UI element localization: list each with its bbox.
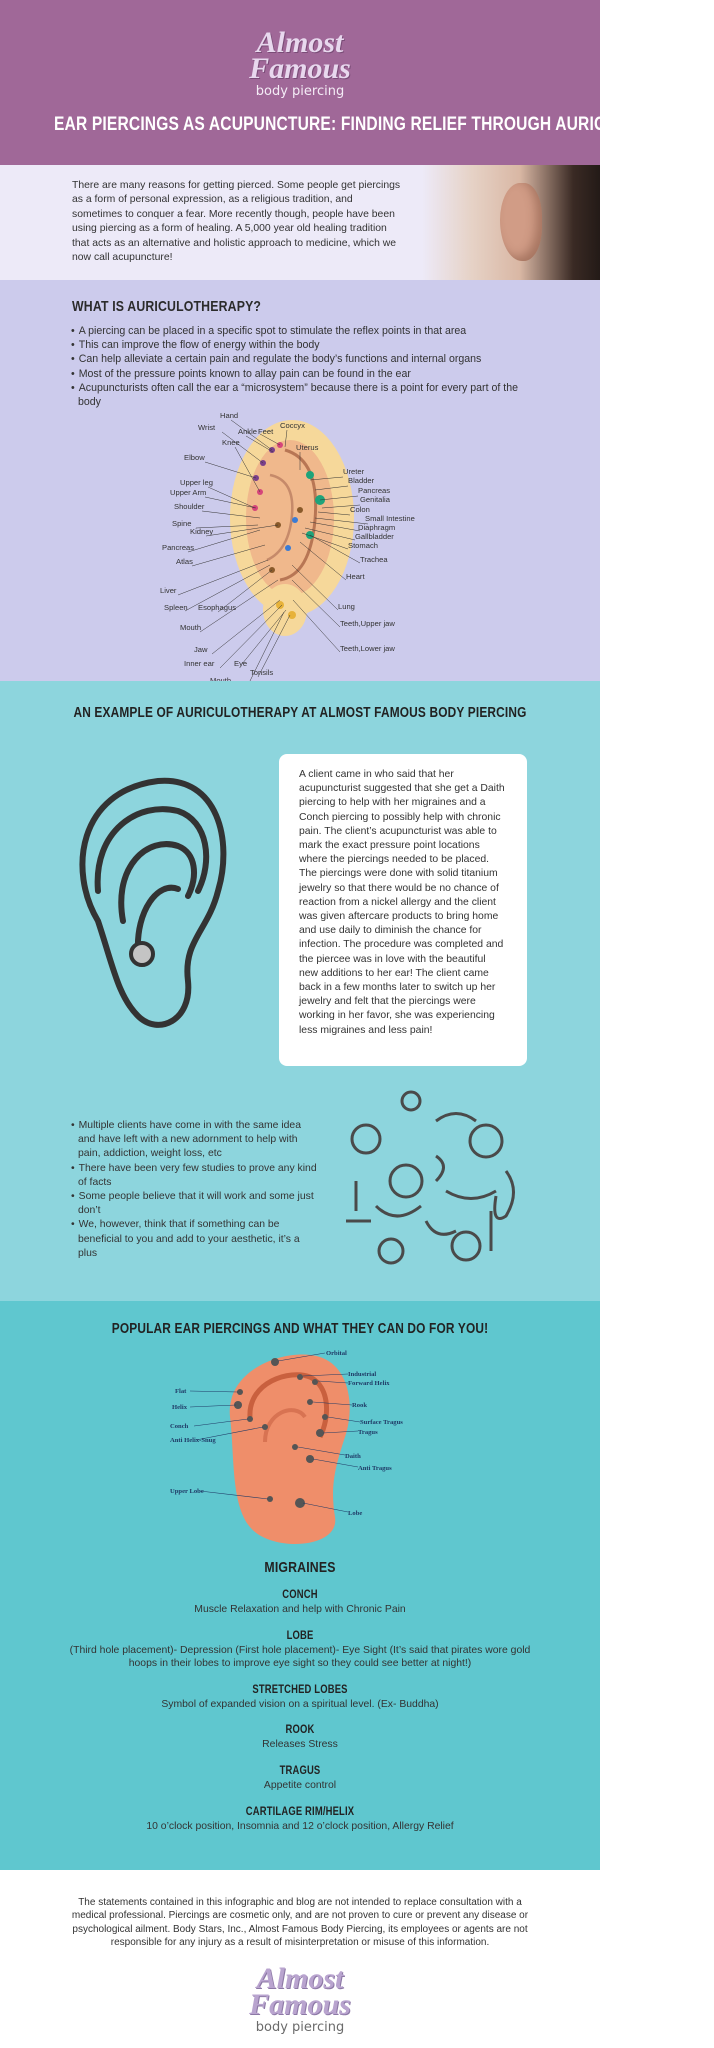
map-label: Atlas [176,557,193,566]
piercing-label: Conch [170,1423,189,1430]
piercing-label: Rook [352,1402,368,1409]
piercing-label: Forward Helix [348,1380,390,1387]
map-label: Stomach [348,541,378,550]
entry-desc: Symbol of expanded vision on a spiritual level. (Ex- Buddha) [161,1698,439,1710]
piercing-label: Flat [175,1388,187,1395]
entry-name: STRETCHED LOBES [252,1683,348,1696]
logo-line2: Famous [249,1988,351,2021]
entry-name: CARTILAGE RIM/HELIX [245,1805,355,1818]
migraines-title: MIGRAINES [264,1559,336,1576]
popular-piercings-section [0,1301,600,1870]
map-label: Small Intestine [365,514,415,523]
piercing-label: Orbital [326,1350,347,1357]
map-label: Spine [172,519,192,528]
list-item: • Some people believe that it will work and some just don’t [70,1190,320,1218]
piercing-label: Surface Tragus [360,1419,403,1426]
map-label: Gallbladder [355,532,394,541]
piercing-label: Helix [172,1404,188,1411]
footer-logo[interactable] [0,1962,600,2035]
page-title: EAR PIERCINGS AS ACUPUNCTURE: FINDING RELIEF THROUGH AURICULOTHERAPY [54,114,714,135]
map-label: Liver [160,586,177,595]
what-is-section [0,280,600,681]
map-label: Esophagus [198,603,236,612]
entry-desc: 10 o’clock position, Insomnia and 12 o’clock position, Allergy Relief [146,1820,454,1832]
map-label: Spleen [164,603,188,612]
case-study-card [279,754,527,1066]
intro-text: There are many reasons for getting pierced. Some people get piercings as a form of personal expression, as a religious tradition, and sometimes to conquer a fear. More recently though, people have been using piercing as a form of healing. A 5,000 year old healing tradition that acts as an alternative and holistic approach to medicine, which we now call acupuncture! [72,180,401,264]
map-label: Kidney [190,527,214,536]
map-label: Pancreas [358,486,391,495]
entry-desc: Muscle Relaxation and help with Chronic Pain [194,1604,406,1615]
intro-section [0,165,600,280]
list-item [0,1684,600,1712]
list-item: • There have been very few studies to prove any kind of facts [70,1162,320,1190]
footer [0,1870,600,2048]
map-label: Colon [350,505,370,514]
map-label: Uterus [296,443,319,452]
map-label: Diaphragm [358,523,396,532]
map-label: Lung [338,602,355,611]
piercing-diagram [170,1347,430,1547]
map-label: Ureter [343,467,365,476]
map-label: Coccyx [280,421,305,430]
piercing-label: Tragus [358,1429,378,1436]
example-section [0,681,600,1301]
list-item: • Can help alleviate a certain pain and regulate the body’s functions and internal organs [70,352,540,366]
map-label: Genitalia [360,495,390,504]
map-label: Feet [258,427,274,436]
list-item [0,1630,600,1671]
list-item: • Most of the pressure points known to allay pain can be found in the ear [70,367,540,381]
jewelry-collage-icon [336,1081,534,1281]
map-label: Trachea [360,555,388,564]
entry-desc: Releases Stress [262,1739,338,1751]
map-label: Teeth,Upper jaw [340,619,395,628]
map-label: Teeth,Lower jaw [340,644,395,653]
entry-name: CONCH [282,1589,318,1601]
piercing-label: Anti Tragus [358,1465,392,1472]
piercing-label: Anti Helix-Snug [170,1437,216,1444]
section-heading: WHAT IS AURICULOTHERAPY? [72,298,262,315]
logo-sub: body piercing [255,84,345,99]
section-heading: AN EXAMPLE OF AURICULOTHERAPY AT ALMOST FAMOUS BODY PIERCING [73,705,527,721]
bullet-list [70,1119,320,1261]
piercing-label: Lobe [348,1510,363,1517]
map-label: Mouth [180,623,202,632]
brand-logo[interactable] [0,26,600,99]
logo-line1: Almost [256,26,344,59]
list-item: • This can improve the flow of energy within the body [70,338,540,352]
map-label: Elbow [184,453,205,462]
entry-desc: (Third hole placement)- Depression (First hole placement)- Eye Sight (It’s said that pirates wore gold hoops in their lobes to improve eye sight so they could see better at night!) [69,1644,531,1670]
logo-line2: Famous [249,52,351,85]
entry-name: ROOK [285,1724,315,1737]
map-label: Hand [220,411,239,420]
map-label: Upper Arm [170,488,207,497]
map-label: Knee [222,438,240,447]
section-heading: POPULAR EAR PIERCINGS AND WHAT THEY CAN DO FOR YOU! [111,1321,489,1337]
map-label: Heart [346,572,365,581]
map-label: Pancreas [162,543,195,552]
list-item [0,1589,600,1617]
list-item [0,1765,600,1793]
map-label: Bladder [348,476,375,485]
map-label: Wrist [198,423,216,432]
list-item: • We, however, think that if something can be beneficial to you and add to your aesthetic, it’s a plus [70,1218,320,1261]
entry-desc: Appetite control [263,1779,337,1791]
entry-name: TRAGUS [279,1764,321,1777]
list-item [0,1724,600,1752]
migraines-list [0,1559,600,1833]
list-item: • Multiple clients have come in with the same idea and have left with a new adornment to help with pain, addiction, weight loss, etc [70,1119,320,1162]
map-label: Inner ear [184,659,215,668]
map-label: Eye [234,659,248,668]
header-banner [0,0,714,165]
map-label: Shoulder [174,502,205,511]
entry-name: LOBE [286,1629,314,1642]
logo-sub: body piercing [255,2020,345,2035]
piercing-label: Daith [345,1453,361,1460]
logo-line1: Almost [256,1962,344,1995]
ear-photo-image [422,165,600,280]
list-item [0,1806,600,1834]
ear-reflex-map [160,400,420,675]
list-item: • Acupuncturists often call the ear a “microsystem” because there is a point for every part of the body [70,381,540,409]
bullet-list [70,324,540,409]
case-study-text: A client came in who said that her acupuncturist suggested that she get a Daith piercing to help with her migraines and a Conch piercing to possibly help with chronic pain. The client’s acupuncturist was able to mark the exact pressure point locations where the piercings needed to be placed. The piercings were done with solid titanium jewelry so that there would be no chance of reaction from a nickel allergy and the client was given aftercare products to bring home and use daily to diminish the chance for infection. The procedure was completed and the piercee was in love with the beautiful new additions to her ear! The client came back in a few months later to switch up her jewelry and felt that the piercings were working in her favor, she was experiencing less migraines and less pain! [299,769,505,1036]
disclaimer-text: The statements contained in this infographic and blog are not intended to replace consultation with a medical professional. Piercings are cosmetic only, and are not proven to cure or prevent any disease or psychological ailment. Body Stars, Inc., Almost Famous Body Piercing, its employees or agents are not responsible for any injury as a result of misinterpretation or misuse of this information. [71,1897,529,1949]
map-label: Tonsils [250,668,274,677]
ear-outline-icon [58,771,238,1041]
map-label: Jaw [194,645,208,654]
list-item: • A piercing can be placed in a specific spot to stimulate the reflex points in that area [70,324,540,338]
piercing-label: Industrial [348,1371,377,1378]
piercing-label: Upper Lobe [170,1488,204,1495]
map-label: Ankle [238,427,257,436]
map-label: Upper leg [180,478,213,487]
